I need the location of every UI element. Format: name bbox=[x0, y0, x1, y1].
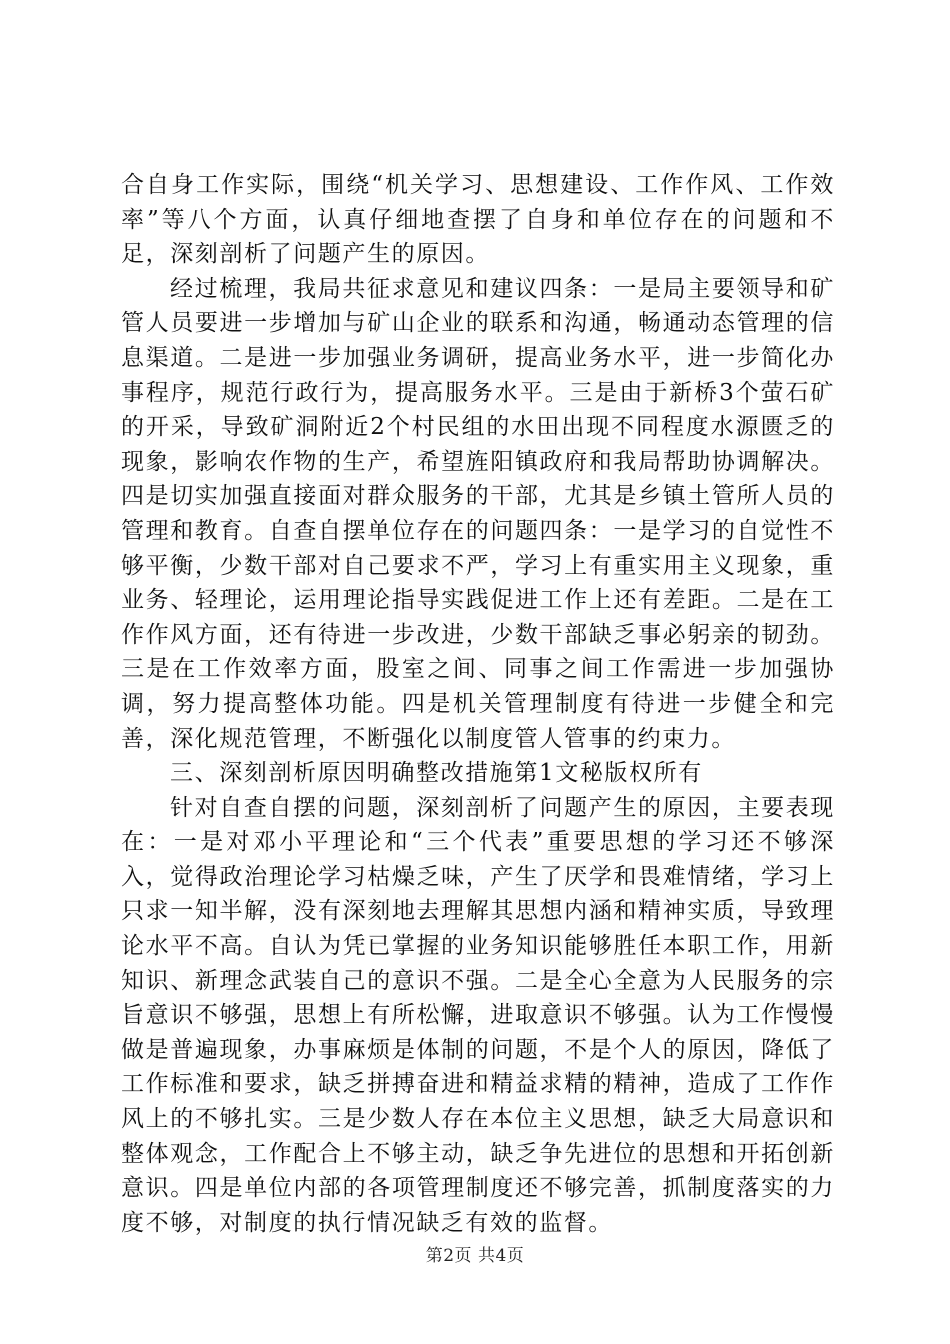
document-body bbox=[121, 168, 835, 1240]
page-number-footer: 第2页 共4页 bbox=[425, 1246, 525, 1266]
paragraph-cause-analysis: 针对自查自摆的问题，深刻剖析了问题产生的原因，主要表现在：一是对邓小平理论和“三个代表”重要思想的学习还不够深入，觉得政治理论学习枯燥乏味，产生了厌学和畏难情绪，学习上只求一知半解，没有深刻地去理解其思想内涵和精神实质，导致理论水平不高。自认为凭已掌握的业务知识能够胜任本职工作，用新知识、新理念武装自己的意识不强。二是全心全意为人民服务的宗旨意识不够强，思想上有所松懈，进取意识不够强。认为工作慢慢做是普遍现象，办事麻烦是体制的问题，不是个人的原因，降低了工作标准和要求，缺乏拼搏奋进和精益求精的精神，造成了工作作风上的不够扎实。三是少数人存在本位主义思想，缺乏大局意识和整体观念，工作配合上不够主动，缺乏争先进位的思想和开拓创新意识。四是单位内部的各项管理制度还不够完善，抓制度落实的力度不够，对制度的执行情况缺乏有效的监督。 bbox=[121, 794, 835, 1236]
paragraph-feedback-summary: 经过梳理，我局共征求意见和建议四条：一是局主要领导和矿管人员要进一步增加与矿山企业的联系和沟通，畅通动态管理的信息渠道。二是进一步加强业务调研，提高业务水平，进一步简化办事程序，规范行政行为，提高服务水平。三是由于新桥3个萤石矿的开采，导致矿洞附近2个村民组的水田出现不同程度水源匮乏的现象，影响农作物的生产，希望旌阳镇政府和我局帮助协调解决。四是切实加强直接面对群众服务的干部，尤其是乡镇土管所人员的管理和教育。自查自摆单位存在的问题四条：一是学习的自觉性不够平衡，少数干部对自己要求不严，学习上有重实用主义现象，重业务、轻理论，运用理论指导实践促进工作上还有差距。二是在工作作风方面，还有待进一步改进，少数干部缺乏事必躬亲的韧劲。三是在工作效率方面，股室之间、同事之间工作需进一步加强协调，努力提高整体功能。四是机关管理制度有待进一步健全和完善，深化规范管理，不断强化以制度管人管事的约束力。 bbox=[121, 275, 835, 752]
section-heading: 三、深刻剖析原因明确整改措施第1文秘版权所有 bbox=[170, 760, 703, 787]
paragraph-continuation: 合自身工作实际，围绕“机关学习、思想建设、工作作风、工作效率”等八个方面，认真仔细地查摆了自身和单位存在的问题和不足，深刻剖析了问题产生的原因。 bbox=[121, 172, 835, 268]
